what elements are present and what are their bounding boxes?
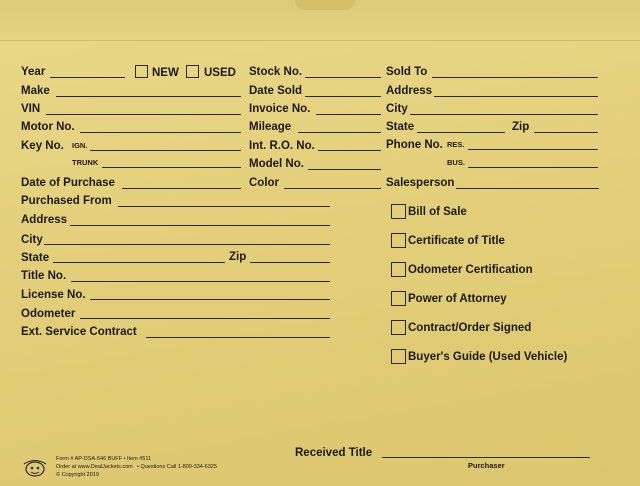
used-label: USED — [204, 67, 236, 79]
buyer-address-field[interactable] — [434, 96, 598, 97]
purchaser-label: Purchaser — [468, 461, 505, 470]
trunk-field[interactable] — [102, 167, 241, 168]
copyright: © Copyright 2019 — [56, 472, 99, 478]
vin-label: VIN — [21, 103, 41, 115]
res-phone-field[interactable] — [468, 149, 598, 150]
mileage-field[interactable] — [298, 132, 381, 133]
ign-field[interactable] — [90, 150, 241, 151]
buyers-guide-label: Buyer's Guide (Used Vehicle) — [408, 351, 568, 363]
year-field[interactable] — [50, 77, 125, 78]
invoice-no-label: Invoice No. — [249, 103, 311, 115]
ext-service-contract-field[interactable] — [146, 337, 330, 338]
res-label: RES. — [447, 140, 465, 149]
received-title-label: Received Title — [295, 447, 373, 459]
used-checkbox[interactable] — [186, 65, 199, 78]
bill-of-sale-label: Bill of Sale — [408, 206, 467, 218]
purchased-from-label: Purchased From — [21, 195, 112, 207]
make-field[interactable] — [56, 96, 241, 97]
contract-order-signed-checkbox[interactable] — [391, 320, 406, 335]
vin-field[interactable] — [46, 114, 241, 115]
company-logo-icon — [20, 456, 50, 478]
stock-no-label: Stock No. — [249, 66, 303, 78]
motor-no-label: Motor No. — [21, 121, 75, 133]
phone-no-label: Phone No. — [386, 139, 443, 151]
bill-of-sale-checkbox[interactable] — [391, 204, 406, 219]
date-of-purchase-field[interactable] — [122, 188, 241, 189]
int-ro-no-field[interactable] — [318, 150, 381, 151]
odometer-label: Odometer — [21, 308, 76, 320]
date-of-purchase-label: Date of Purchase — [21, 177, 115, 189]
zip-label: Zip — [229, 251, 247, 263]
date-sold-field[interactable] — [305, 96, 381, 97]
date-sold-label: Date Sold — [249, 85, 303, 97]
ext-service-contract-label: Ext. Service Contract — [21, 326, 137, 338]
license-no-label: License No. — [21, 289, 86, 301]
buyer-zip-label: Zip — [512, 121, 530, 133]
city-label: City — [21, 234, 43, 246]
form-number: Form # AP-DSA-546 BUFF • Item #511 — [56, 456, 152, 462]
state-label: State — [21, 252, 50, 264]
license-no-field[interactable] — [90, 299, 330, 300]
new-checkbox[interactable] — [135, 65, 148, 78]
address-field[interactable] — [70, 225, 330, 226]
salesperson-label: Salesperson — [386, 177, 455, 189]
envelope-flap — [0, 0, 640, 41]
new-label: NEW — [152, 67, 179, 79]
buyer-state-field[interactable] — [417, 132, 505, 133]
color-label: Color — [249, 177, 280, 189]
sold-to-field[interactable] — [432, 77, 598, 78]
int-ro-no-label: Int. R.O. No. — [249, 140, 315, 152]
purchased-from-field[interactable] — [118, 206, 330, 207]
city-field[interactable] — [44, 244, 330, 245]
model-no-label: Model No. — [249, 158, 304, 170]
bus-phone-field[interactable] — [468, 167, 598, 168]
received-title-signature-field[interactable] — [382, 457, 590, 458]
ign-label: IGN. — [72, 141, 88, 150]
buyers-guide-checkbox[interactable] — [391, 349, 406, 364]
state-field[interactable] — [53, 262, 225, 263]
thumb-notch — [295, 0, 355, 10]
key-no-label: Key No. — [21, 140, 64, 152]
address-label: Address — [21, 214, 68, 226]
year-label: Year — [21, 66, 46, 78]
buyer-city-field[interactable] — [410, 114, 598, 115]
make-label: Make — [21, 85, 50, 97]
odometer-certification-checkbox[interactable] — [391, 262, 406, 277]
invoice-no-field[interactable] — [316, 114, 381, 115]
color-field[interactable] — [284, 188, 381, 189]
contract-order-signed-label: Contract/Order Signed — [408, 322, 532, 334]
buyer-address-label: Address — [386, 85, 433, 97]
certificate-of-title-label: Certificate of Title — [408, 235, 505, 247]
salesperson-field[interactable] — [456, 188, 599, 189]
order-url: Order at www.DealJackets.com — [56, 464, 133, 470]
buyer-state-label: State — [386, 121, 415, 133]
mileage-label: Mileage — [249, 121, 292, 133]
power-of-attorney-label: Power of Attorney — [408, 293, 507, 305]
sold-to-label: Sold To — [386, 66, 428, 78]
odometer-certification-label: Odometer Certification — [408, 264, 533, 276]
model-no-field[interactable] — [308, 169, 381, 170]
trunk-label: TRUNK — [72, 158, 99, 167]
odometer-field[interactable] — [80, 318, 330, 319]
certificate-of-title-checkbox[interactable] — [391, 233, 406, 248]
title-no-field[interactable] — [71, 281, 330, 282]
questions-phone: • Questions Call 1-800-334-6325 — [137, 464, 217, 470]
power-of-attorney-checkbox[interactable] — [391, 291, 406, 306]
motor-no-field[interactable] — [80, 132, 241, 133]
buyer-city-label: City — [386, 103, 408, 115]
title-no-label: Title No. — [21, 270, 67, 282]
stock-no-field[interactable] — [305, 77, 381, 78]
zip-field[interactable] — [250, 262, 330, 263]
buyer-zip-field[interactable] — [534, 132, 598, 133]
bus-label: BUS. — [447, 158, 465, 167]
